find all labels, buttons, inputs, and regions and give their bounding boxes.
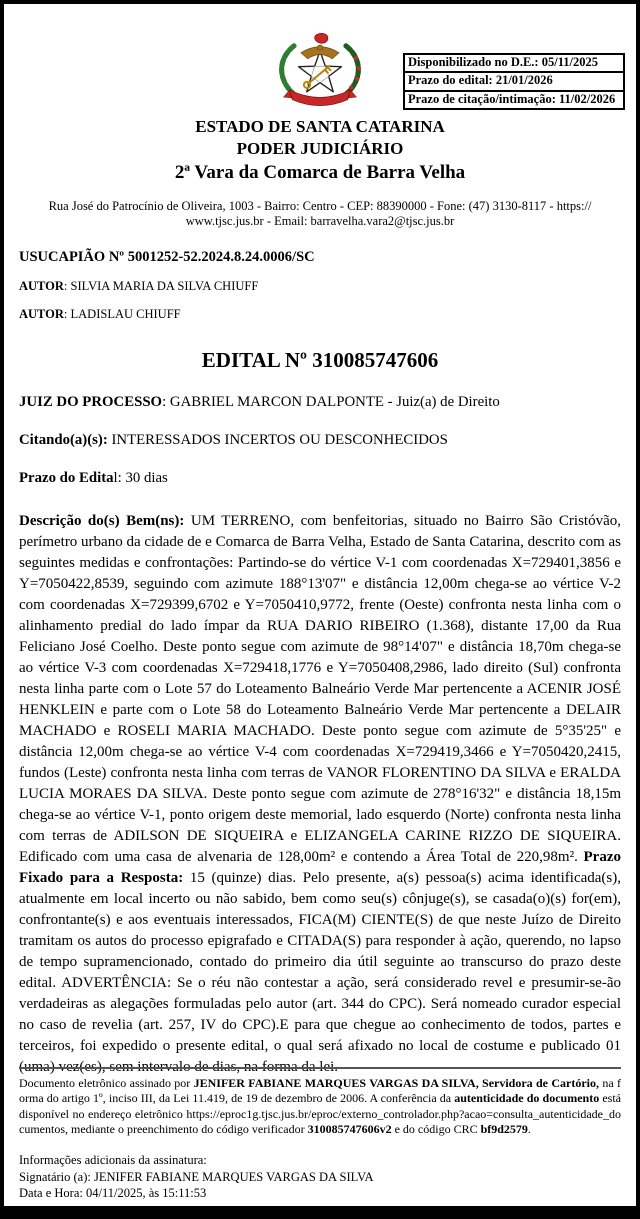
edital-title: EDITAL Nº 310085747606 [201, 348, 439, 373]
author2-label: AUTOR [19, 307, 64, 322]
property-description [19, 511, 621, 1078]
description-text-2: 15 (quinze) dias. Pelo presente, a(s) pessoa(s) acima identificada(s), atualmente em local incerto ou não sabido, bem como seu(s) cônjuge(s), se casada(o)(s) for(em), confrontante(s) e aos eventuais interessados, FICA(M) CIENTE(S) de que neste Juízo de Direito tramitam os autos do processo epigrafado e CITADA(S) para responder à ação, querendo, no lapso de tempo supramencionado, contado do primeiro dia útil seguinte ao transcurso do prazo deste edital. ADVERTÊNCIA: Se o réu não contestar a ação, será considerado revel e presumir-se-ão verdadeiras as alegações formuladas pelo autor (art. 344 do CPC). Será nomeado curador especial no caso de revelia (art. 257, IV do CPC).E para que chegue ao conhecimento de todos, partes e terceiros, foi expedido o presente edital, o qual será afixado no local de costume e publicado 01 (uma) vez(es), sem intervalo de dias, na forma da lei. [19, 870, 621, 1076]
judge-line [19, 394, 621, 411]
prazo-value: l: 30 dias [113, 470, 168, 487]
sig-seg3: na forma do artigo 1º, inciso III, da Lei 11.419, de 19 de dezembro de 2006. A conferência da [19, 1075, 621, 1106]
header-state: ESTADO DE SANTA CATARINA [195, 117, 445, 136]
resposta-label: Prazo Fixado para a Resposta: [19, 849, 621, 887]
header-branch: PODER JUDICIÁRIO [236, 139, 404, 159]
publication-dates-box [403, 53, 625, 110]
signatory-line: Signatário (a): JENIFER FABIANE MARQUES VARGAS DA SILVA [19, 1169, 374, 1184]
author2-value: : LADISLAU CHIUFF [63, 307, 181, 322]
sig-seg9: . [527, 1121, 531, 1136]
prazo-line [19, 470, 621, 487]
sig-seg5: está disponível no endereço eletrônico https://eproc1g.tjsc.jus.br/eproc/externo_controlador.php?acao=consulta_autenticidade_documentos, mediante o preenchimento do código verificador [19, 1091, 621, 1136]
citando-label: Citando(a)(s): [19, 432, 108, 449]
electronic-signature-note [19, 1076, 621, 1137]
footer-separator-line [19, 1067, 621, 1069]
judge-label: JUIZ DO PROCESSO [19, 394, 163, 411]
citation-deadline-row: Prazo de citação/intimação: 11/02/2026 [404, 91, 624, 109]
sig-crc-code: bf9d2579 [480, 1121, 528, 1136]
available-date-row: Disponibilizado no D.E.: 05/11/2025 [404, 54, 624, 72]
document-footer [19, 1067, 621, 1201]
sig-seg1: Documento eletrônico assinado por [19, 1075, 194, 1090]
sig-seg7: e do código CRC [391, 1121, 481, 1136]
edital-deadline-row: Prazo do edital: 21/01/2026 [404, 72, 624, 90]
court-address-line1: Rua José do Patrocínio de Oliveira, 1003 - Bairro: Centro - CEP: 88390000 - Fone: (47) 3130-8117 - https:// [48, 198, 592, 213]
author1-value: : SILVIA MARIA DA SILVA CHIUFF [63, 279, 259, 294]
description-text-1: UM TERRENO, com benfeitorias, situado no Bairro São Cristóvão, perímetro urbano da cidade de e Comarca de Barra Velha, Estado de Santa Catarina, descrito com as seguintes medidas e confrontações: Partindo-se do vértice V-1 com coordenadas X=729401,3856 e Y=7050422,8539, seguindo com azimute 188°13'07" e distância 12,00m chega-se ao vértice V-2 com coordenadas X=729399,6702 e Y=7050410,9772, frente (Oeste) confronta nesta linha com o alinhamento predial do lado ímpar da RUA DARIO RIBEIRO (1.368), distante 17,00 da Rua Feliciano José Coelho. Deste ponto segue com azimute de 98°14'07" e distância 18,70m chega-se ao vértice V-3 com coordenadas X=729418,1776 e Y=7050408,2986, lado direito (Sul) confronta nesta linha parte com o Lote 57 do Loteamento Balneário Verde Mar pertencente a ACENIR JOSÉ HENKLEIN e parte com o Lote 58 do Loteamento Balneário Verde Mar pertencente a DELAIR MACHADO e ROSELI MARIA MACHADO. Deste ponto segue com azimute de 5°35'25" e distância 12,00m chega-se ao vértice V-4 com coordenadas X=729419,3466 e Y=7050420,2415, fundos (Leste) confronta nesta linha com terras de VANOR FLORENTINO DA SILVA e ERALDA LUCIA MORAES DA SILVA. Deste ponto segue com azimute de 278°16'32" e distância 18,15m chega-se ao vértice V-1, ponto origem deste memorial, lado esquerdo (Norte) confronta nesta linha com terras de ADILSON DE SIQUEIRA e ELIZANGELA CARINE RIZZO DE SIQUEIRA. Edificado com uma casa de alvenaria de 128,00m² e contendo a Área Total de 220,98m². [19, 513, 621, 866]
author-line-2 [19, 307, 621, 322]
sig-authenticity: autenticidade do documento [454, 1091, 600, 1106]
author1-label: AUTOR [19, 279, 64, 294]
citando-line [19, 432, 621, 449]
prazo-label: Prazo do Edita [19, 470, 114, 487]
additional-signature-info [19, 1152, 621, 1201]
santa-catarina-coat-of-arms-icon [268, 30, 372, 112]
author-line-1 [19, 279, 621, 294]
additional-info-title: Informações adicionais da assinatura: [19, 1153, 207, 1168]
judge-value: : GABRIEL MARCON DALPONTE - Juiz(a) de Direito [162, 394, 500, 411]
datetime-line: Data e Hora: 04/11/2025, às 15:11:53 [19, 1185, 207, 1200]
sig-signer-name: JENIFER FABIANE MARQUES VARGAS DA SILVA, Servidora de Cartório, [193, 1075, 599, 1090]
court-address [19, 199, 621, 230]
case-number: USUCAPIÃO Nº 5001252-52.2024.8.24.0006/SC [19, 249, 315, 266]
description-label: Descrição do(s) Bem(ns): [19, 513, 191, 530]
header-court: 2ª Vara da Comarca de Barra Velha [174, 162, 466, 184]
sig-verifier-code: 310085747606v2 [307, 1121, 392, 1136]
citando-value: INTERESSADOS INCERTOS OU DESCONHECIDOS [107, 432, 448, 449]
court-address-line2: www.tjsc.jus.br - Email: barravelha.vara2@tjsc.jus.br [185, 214, 455, 229]
